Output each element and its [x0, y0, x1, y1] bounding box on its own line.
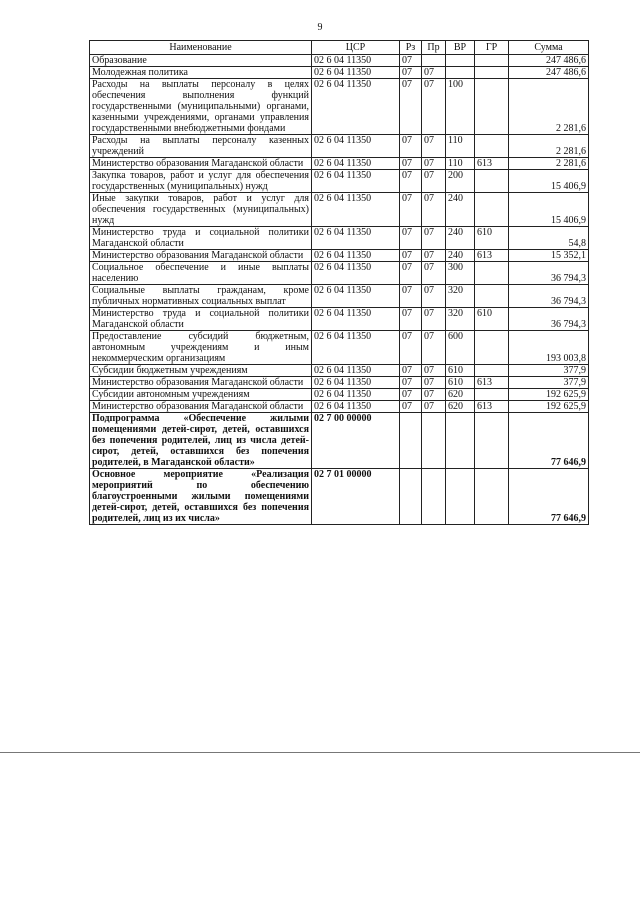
table-row — [90, 227, 589, 250]
cell-name: Расходы на выплаты персоналу в целях обеспечения выполнения функций государственными (муниципальными) органами, казенными учреждениями, органами управления государственными внебюджетными фондами — [90, 79, 312, 135]
cell-name: Министерство труда и социальной политики Магаданской области — [90, 227, 312, 250]
cell-gr — [475, 135, 509, 158]
cell-sum: 15 406,9 — [509, 193, 589, 227]
table-row — [90, 365, 589, 377]
cell-vr: 240 — [446, 227, 475, 250]
header-sum: Сумма — [509, 41, 589, 55]
cell-pr: 07 — [422, 67, 446, 79]
cell-name: Подпрограмма «Обеспечение жилыми помещениями детей-сирот, детей, оставшихся без попечения родителей, лиц из числа детей-сирот, детей, оставшихся без попечения родителей, в Магаданской области» — [90, 413, 312, 469]
cell-gr — [475, 285, 509, 308]
cell-rz — [400, 413, 422, 469]
cell-rz: 07 — [400, 158, 422, 170]
table-row — [90, 193, 589, 227]
table-row — [90, 331, 589, 365]
cell-csr: 02 6 04 11350 — [312, 67, 400, 79]
cell-csr: 02 6 04 11350 — [312, 193, 400, 227]
cell-gr — [475, 413, 509, 469]
cell-sum: 192 625,9 — [509, 389, 589, 401]
table-row — [90, 389, 589, 401]
header-name: Наименование — [90, 41, 312, 55]
cell-pr: 07 — [422, 170, 446, 193]
cell-gr — [475, 365, 509, 377]
cell-name: Социальные выплаты гражданам, кроме публичных нормативных социальных выплат — [90, 285, 312, 308]
cell-vr: 110 — [446, 135, 475, 158]
cell-pr: 07 — [422, 79, 446, 135]
cell-sum: 36 794,3 — [509, 262, 589, 285]
cell-name: Министерство труда и социальной политики Магаданской области — [90, 308, 312, 331]
cell-gr — [475, 170, 509, 193]
cell-sum: 15 352,1 — [509, 250, 589, 262]
cell-csr: 02 6 04 11350 — [312, 79, 400, 135]
table-row — [90, 262, 589, 285]
cell-gr — [475, 469, 509, 525]
cell-vr: 610 — [446, 365, 475, 377]
table-row — [90, 79, 589, 135]
table-row — [90, 469, 589, 525]
cell-sum: 36 794,3 — [509, 308, 589, 331]
cell-csr: 02 6 04 11350 — [312, 227, 400, 250]
cell-pr: 07 — [422, 331, 446, 365]
cell-name: Молодежная политика — [90, 67, 312, 79]
cell-vr: 110 — [446, 158, 475, 170]
cell-pr: 07 — [422, 227, 446, 250]
cell-name: Министерство образования Магаданской области — [90, 377, 312, 389]
cell-gr — [475, 67, 509, 79]
header-rz: Рз — [400, 41, 422, 55]
cell-sum: 193 003,8 — [509, 331, 589, 365]
cell-name: Предоставление субсидий бюджетным, автономным учреждениям и иным некоммерческим организациям — [90, 331, 312, 365]
cell-pr: 07 — [422, 250, 446, 262]
cell-vr: 240 — [446, 250, 475, 262]
cell-rz: 07 — [400, 55, 422, 67]
cell-csr: 02 6 04 11350 — [312, 401, 400, 413]
header-pr: Пр — [422, 41, 446, 55]
cell-name: Министерство образования Магаданской области — [90, 158, 312, 170]
cell-csr: 02 7 00 00000 — [312, 413, 400, 469]
header-gr: ГР — [475, 41, 509, 55]
cell-name: Субсидии бюджетным учреждениям — [90, 365, 312, 377]
cell-vr: 610 — [446, 377, 475, 389]
cell-gr — [475, 193, 509, 227]
table-row — [90, 413, 589, 469]
cell-vr — [446, 469, 475, 525]
cell-csr: 02 6 04 11350 — [312, 365, 400, 377]
cell-rz: 07 — [400, 193, 422, 227]
cell-gr: 613 — [475, 250, 509, 262]
cell-vr: 240 — [446, 193, 475, 227]
table-row — [90, 285, 589, 308]
cell-gr — [475, 389, 509, 401]
cell-gr — [475, 262, 509, 285]
cell-vr: 620 — [446, 401, 475, 413]
table-row — [90, 377, 589, 389]
cell-gr: 613 — [475, 377, 509, 389]
cell-rz: 07 — [400, 67, 422, 79]
table-row — [90, 401, 589, 413]
cell-rz: 07 — [400, 389, 422, 401]
cell-csr: 02 6 04 11350 — [312, 308, 400, 331]
cell-rz: 07 — [400, 285, 422, 308]
cell-rz: 07 — [400, 250, 422, 262]
cell-name: Иные закупки товаров, работ и услуг для обеспечения государственных (муниципальных) нужд — [90, 193, 312, 227]
cell-vr: 320 — [446, 285, 475, 308]
cell-pr: 07 — [422, 389, 446, 401]
cell-name: Расходы на выплаты персоналу казенных учреждений — [90, 135, 312, 158]
cell-gr: 610 — [475, 227, 509, 250]
cell-name: Закупка товаров, работ и услуг для обеспечения государственных (муниципальных) нужд — [90, 170, 312, 193]
table-row — [90, 55, 589, 67]
cell-sum: 77 646,9 — [509, 413, 589, 469]
cell-vr: 300 — [446, 262, 475, 285]
cell-vr: 620 — [446, 389, 475, 401]
budget-table-container — [89, 40, 588, 525]
cell-csr: 02 6 04 11350 — [312, 262, 400, 285]
cell-pr — [422, 413, 446, 469]
cell-pr: 07 — [422, 158, 446, 170]
cell-name: Министерство образования Магаданской области — [90, 250, 312, 262]
cell-rz: 07 — [400, 262, 422, 285]
cell-rz: 07 — [400, 135, 422, 158]
cell-vr — [446, 67, 475, 79]
table-row — [90, 250, 589, 262]
cell-rz: 07 — [400, 365, 422, 377]
cell-pr: 07 — [422, 262, 446, 285]
cell-sum: 2 281,6 — [509, 158, 589, 170]
cell-pr: 07 — [422, 401, 446, 413]
cell-vr — [446, 413, 475, 469]
cell-gr — [475, 55, 509, 67]
cell-csr: 02 6 04 11350 — [312, 135, 400, 158]
cell-rz: 07 — [400, 170, 422, 193]
table-body — [90, 55, 589, 525]
cell-vr: 600 — [446, 331, 475, 365]
cell-name: Социальное обеспечение и иные выплаты населению — [90, 262, 312, 285]
cell-pr: 07 — [422, 135, 446, 158]
cell-sum: 377,9 — [509, 377, 589, 389]
cell-csr: 02 6 04 11350 — [312, 331, 400, 365]
cell-pr: 07 — [422, 308, 446, 331]
page-number: 9 — [317, 22, 323, 33]
table-row — [90, 158, 589, 170]
cell-sum: 15 406,9 — [509, 170, 589, 193]
cell-gr: 613 — [475, 158, 509, 170]
cell-sum: 2 281,6 — [509, 79, 589, 135]
cell-csr: 02 6 04 11350 — [312, 158, 400, 170]
cell-csr: 02 6 04 11350 — [312, 285, 400, 308]
table-row — [90, 170, 589, 193]
cell-vr: 200 — [446, 170, 475, 193]
cell-name: Образование — [90, 55, 312, 67]
cell-sum: 36 794,3 — [509, 285, 589, 308]
cell-sum: 54,8 — [509, 227, 589, 250]
cell-rz — [400, 469, 422, 525]
cell-gr: 613 — [475, 401, 509, 413]
cell-rz: 07 — [400, 377, 422, 389]
cell-gr — [475, 331, 509, 365]
cell-rz: 07 — [400, 227, 422, 250]
cell-rz: 07 — [400, 79, 422, 135]
cell-pr: 07 — [422, 285, 446, 308]
cell-sum: 247 486,6 — [509, 55, 589, 67]
cell-name: Министерство образования Магаданской области — [90, 401, 312, 413]
cell-csr: 02 6 04 11350 — [312, 55, 400, 67]
cell-csr: 02 6 04 11350 — [312, 389, 400, 401]
cell-name: Субсидии автономным учреждениям — [90, 389, 312, 401]
cell-sum: 77 646,9 — [509, 469, 589, 525]
cell-rz: 07 — [400, 308, 422, 331]
table-row — [90, 308, 589, 331]
cell-gr — [475, 79, 509, 135]
cell-name: Основное мероприятие «Реализация мероприятий по обеспечению благоустроенными жилыми помещениями детей-сирот, детей, оставшихся без попечения родителей, лиц из их числа» — [90, 469, 312, 525]
cell-csr: 02 6 04 11350 — [312, 250, 400, 262]
cell-csr: 02 6 04 11350 — [312, 170, 400, 193]
cell-pr: 07 — [422, 193, 446, 227]
table-row — [90, 67, 589, 79]
cell-pr: 07 — [422, 365, 446, 377]
cell-sum: 2 281,6 — [509, 135, 589, 158]
cell-csr: 02 6 04 11350 — [312, 377, 400, 389]
cell-pr — [422, 469, 446, 525]
cell-sum: 192 625,9 — [509, 401, 589, 413]
budget-table — [89, 40, 589, 525]
table-row — [90, 135, 589, 158]
cell-pr: 07 — [422, 377, 446, 389]
cell-rz: 07 — [400, 401, 422, 413]
header-vr: ВР — [446, 41, 475, 55]
cell-vr — [446, 55, 475, 67]
cell-rz: 07 — [400, 331, 422, 365]
page-bottom-divider — [0, 752, 640, 753]
cell-sum: 377,9 — [509, 365, 589, 377]
cell-sum: 247 486,6 — [509, 67, 589, 79]
cell-pr — [422, 55, 446, 67]
table-header-row — [90, 41, 589, 55]
header-csr: ЦСР — [312, 41, 400, 55]
cell-csr: 02 7 01 00000 — [312, 469, 400, 525]
cell-gr: 610 — [475, 308, 509, 331]
cell-vr: 100 — [446, 79, 475, 135]
cell-vr: 320 — [446, 308, 475, 331]
